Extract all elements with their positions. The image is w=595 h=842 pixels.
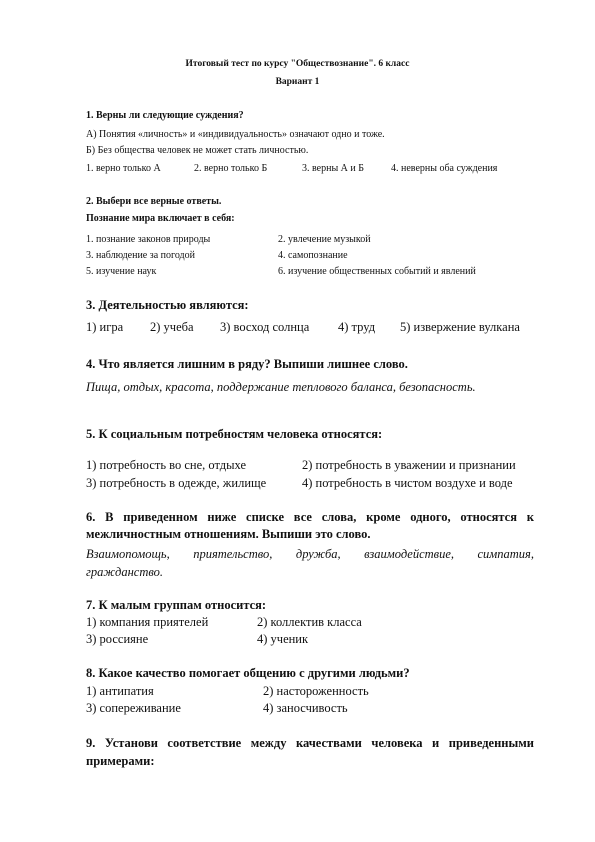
- q5-option: 2) потребность в уважении и признании: [302, 458, 516, 472]
- q8-option: 3) сопереживание: [86, 701, 181, 715]
- q8-question: 8. Какое качество помогает общению с другими людьми?: [86, 666, 410, 680]
- q2-option: 4. самопознание: [278, 250, 348, 261]
- q9-question-line: примерами:: [86, 754, 155, 768]
- q2-option: 2. увлечение музыкой: [278, 234, 371, 245]
- q4-question: 4. Что является лишним в ряду? Выпиши лишнее слово.: [86, 357, 408, 371]
- q3-option: 4) труд: [338, 320, 376, 334]
- q5-option: 1) потребность во сне, отдыхе: [86, 458, 247, 472]
- q3-option: 3) восход солнца: [220, 320, 310, 334]
- q2-option: 1. познание законов природы: [86, 234, 211, 245]
- q3-option: 2) учеба: [150, 320, 194, 334]
- q2-question: 2. Выбери все верные ответы.: [86, 196, 222, 207]
- q2-option: 6. изучение общественных событий и явлений: [278, 266, 476, 277]
- q8-option: 1) антипатия: [86, 684, 154, 698]
- q2-prompt: Познание мира включает в себя:: [86, 213, 235, 224]
- q2-option: 3. наблюдение за погодой: [86, 250, 195, 261]
- q1-statement-a: А) Понятия «личность» и «индивидуальность» означают одно и тоже.: [86, 129, 385, 140]
- q2-option: 5. изучение наук: [86, 266, 157, 277]
- q7-option: 4) ученик: [257, 632, 309, 646]
- q7-question: 7. К малым группам относится:: [86, 598, 267, 612]
- q5-question: 5. К социальным потребностям человека относятся:: [86, 427, 383, 441]
- q8-option: 2) настороженность: [263, 684, 369, 698]
- q6-question-line: межличностным отношениям. Выпиши это слово.: [86, 527, 371, 541]
- q3-question: 3. Деятельностью являются:: [86, 298, 249, 312]
- q6-question-line: 6. В приведенном ниже списке все слова, кроме одного, относятся к: [86, 510, 534, 524]
- q7-option: 1) компания приятелей: [86, 615, 209, 629]
- q1-question: 1. Верны ли следующие суждения?: [86, 110, 244, 121]
- variant-label: Вариант 1: [275, 77, 320, 87]
- q7-option: 2) коллектив класса: [257, 615, 362, 629]
- q5-option: 3) потребность в одежде, жилище: [86, 476, 267, 490]
- q7-option: 3) россияне: [86, 632, 149, 646]
- q4-words: Пища, отдых, красота, поддержание теплового баланса, безопасность.: [86, 380, 476, 394]
- document-title: Итоговый тест по курсу "Обществознание". 6 класс: [185, 59, 410, 69]
- q1-statement-b: Б) Без общества человек не может стать личностью.: [86, 145, 309, 156]
- q9-question-line: 9. Установи соответствие между качествами человека и приведенными: [86, 736, 534, 750]
- q3-option: 5) извержение вулкана: [400, 320, 520, 334]
- q3-option: 1) игра: [86, 320, 124, 334]
- q6-words-line: гражданство.: [86, 565, 163, 579]
- q1-option: 4. неверны оба суждения: [391, 163, 498, 174]
- q1-option: 2. верно только Б: [194, 163, 268, 174]
- q8-option: 4) заносчивость: [263, 701, 348, 715]
- q5-option: 4) потребность в чистом воздухе и воде: [302, 476, 513, 490]
- q1-option: 3. верны А и Б: [302, 163, 364, 174]
- q1-option: 1. верно только А: [86, 163, 161, 174]
- q6-words-line: Взаимопомощь, приятельство, дружба, взаимодействие, симпатия,: [86, 547, 534, 561]
